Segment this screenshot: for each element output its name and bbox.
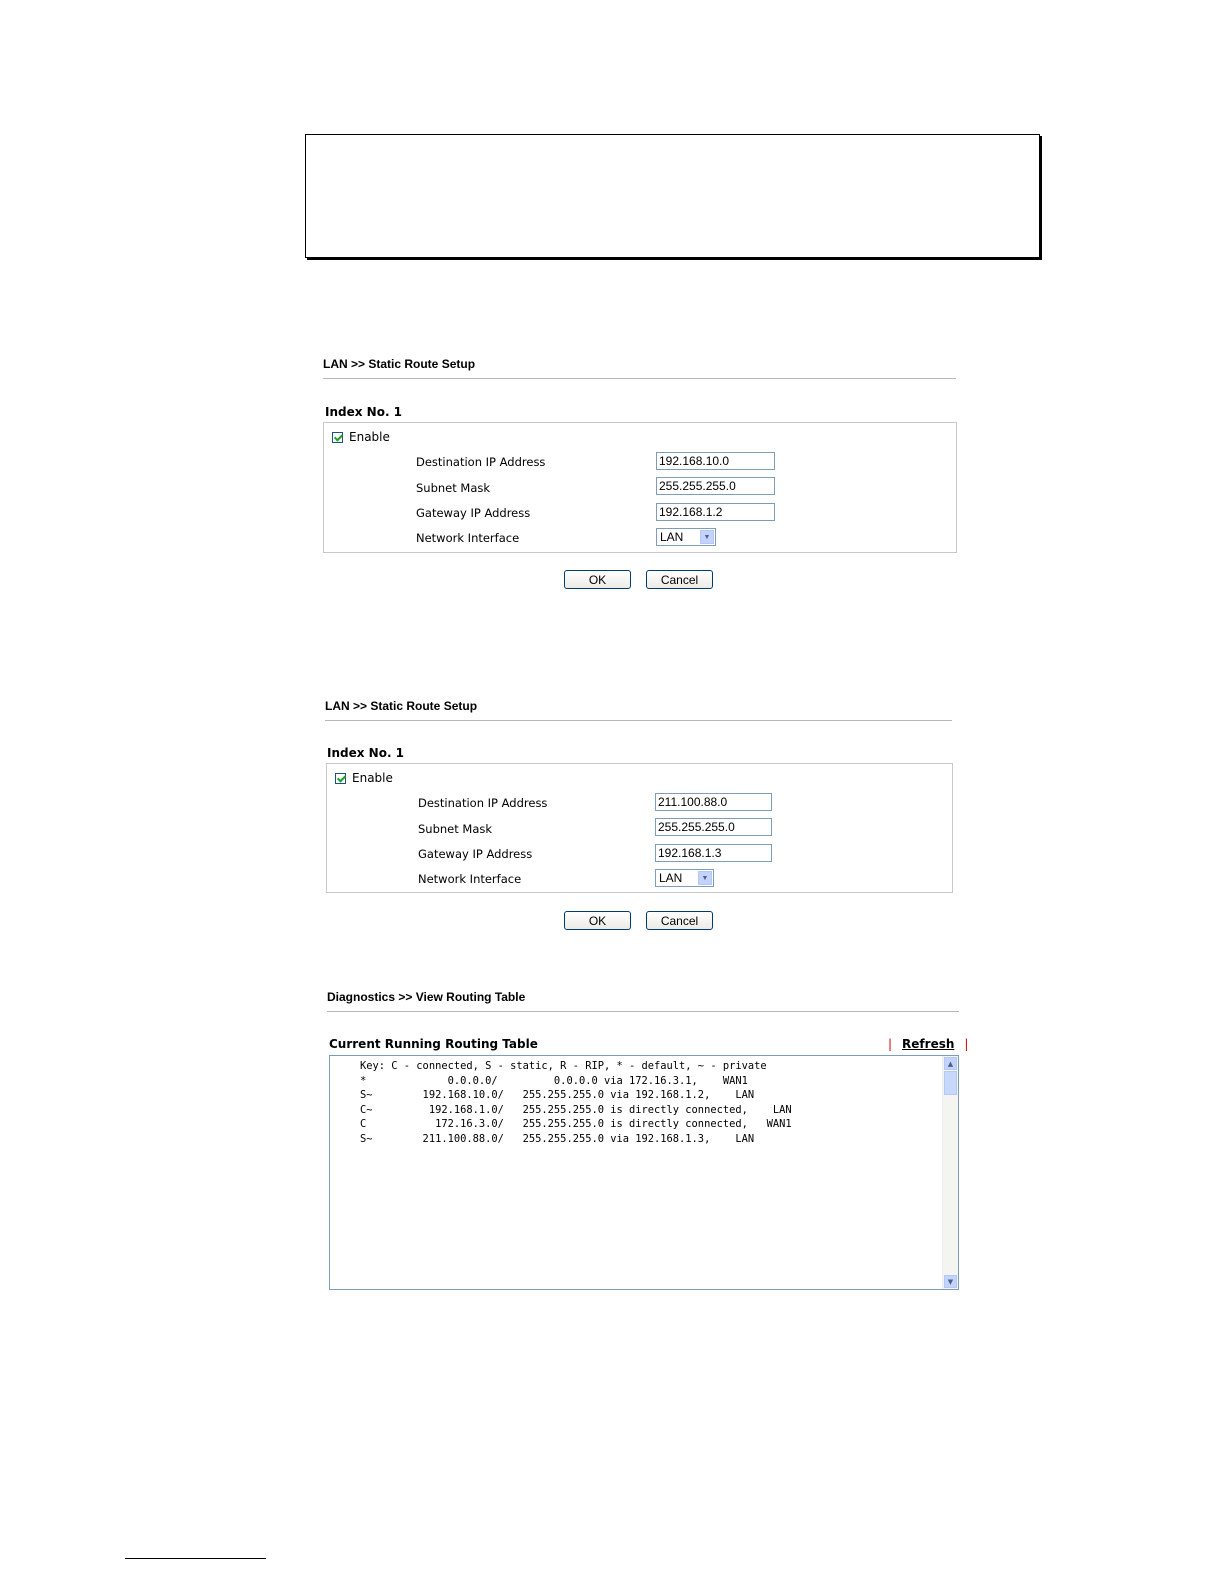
- route-form: [326, 763, 953, 893]
- gateway-ip-input[interactable]: [656, 503, 775, 521]
- scroll-thumb[interactable]: [944, 1071, 957, 1095]
- network-interface-label: Network Interface: [418, 872, 522, 886]
- destination-ip-input[interactable]: [655, 793, 772, 811]
- network-interface-select[interactable]: [656, 528, 716, 546]
- refresh-controls: [888, 1037, 968, 1051]
- gateway-ip-label: Gateway IP Address: [416, 506, 531, 520]
- cancel-button[interactable]: Cancel: [646, 570, 713, 589]
- title-divider: [325, 720, 952, 721]
- destination-ip-label: Destination IP Address: [416, 455, 546, 469]
- routing-table-area[interactable]: [329, 1055, 959, 1290]
- routing-line: C~ 192.168.1.0/ 255.255.255.0 is directly connected, LAN: [360, 1103, 792, 1116]
- subnet-mask-input[interactable]: [656, 477, 775, 495]
- destination-ip-label: Destination IP Address: [418, 796, 548, 810]
- scroll-up-icon[interactable]: ▲: [944, 1057, 957, 1070]
- chevron-down-icon[interactable]: ▼: [700, 530, 714, 544]
- network-interface-label: Network Interface: [416, 531, 520, 545]
- footnote-divider: [125, 1558, 266, 1559]
- routing-line: Key: C - connected, S - static, R - RIP, * - default, ~ - private: [360, 1060, 767, 1072]
- separator: |: [888, 1037, 893, 1051]
- gateway-ip-input[interactable]: [655, 844, 772, 862]
- destination-ip-input[interactable]: [656, 452, 775, 470]
- routing-line: * 0.0.0.0/ 0.0.0.0 via 172.16.3.1, WAN1: [360, 1074, 748, 1087]
- chevron-down-icon[interactable]: ▼: [698, 871, 712, 885]
- routing-line: S~ 192.168.10.0/ 255.255.255.0 via 192.168.1.2, LAN: [360, 1089, 755, 1102]
- subnet-mask-label: Subnet Mask: [416, 481, 491, 495]
- routing-table-text: [360, 1059, 792, 1147]
- network-interface-select[interactable]: [655, 869, 714, 887]
- separator: |: [964, 1037, 969, 1051]
- title-divider: [327, 1011, 959, 1012]
- refresh-link[interactable]: Refresh: [902, 1037, 955, 1051]
- ok-button[interactable]: OK: [564, 570, 631, 589]
- enable-checkbox[interactable]: [335, 773, 346, 784]
- index-label: Index No. 1: [327, 746, 405, 760]
- note-box: [305, 134, 1040, 258]
- network-interface-value: LAN: [660, 530, 684, 544]
- subnet-mask-label: Subnet Mask: [418, 822, 493, 836]
- title-divider: [323, 378, 956, 379]
- enable-label: Enable: [352, 771, 393, 785]
- vertical-scrollbar[interactable]: [942, 1056, 958, 1289]
- network-interface-value: LAN: [659, 871, 683, 885]
- page-title: LAN >> Static Route Setup: [323, 357, 476, 371]
- enable-checkbox[interactable]: [332, 432, 343, 443]
- index-label: Index No. 1: [325, 405, 403, 419]
- subnet-mask-input[interactable]: [655, 818, 772, 836]
- page-title: Diagnostics >> View Routing Table: [327, 990, 526, 1004]
- scroll-down-icon[interactable]: ▼: [944, 1275, 957, 1288]
- cancel-button[interactable]: Cancel: [646, 911, 713, 930]
- enable-row[interactable]: [335, 771, 393, 785]
- routing-table-header: Current Running Routing Table: [329, 1037, 538, 1051]
- ok-button[interactable]: OK: [564, 911, 631, 930]
- gateway-ip-label: Gateway IP Address: [418, 847, 533, 861]
- route-form: [323, 422, 957, 553]
- enable-label: Enable: [349, 430, 390, 444]
- routing-line: S~ 211.100.88.0/ 255.255.255.0 via 192.168.1.3, LAN: [360, 1132, 755, 1145]
- routing-line: C 172.16.3.0/ 255.255.255.0 is directly connected, WAN1: [360, 1118, 792, 1131]
- enable-row[interactable]: [332, 430, 390, 444]
- page-title: LAN >> Static Route Setup: [325, 699, 478, 713]
